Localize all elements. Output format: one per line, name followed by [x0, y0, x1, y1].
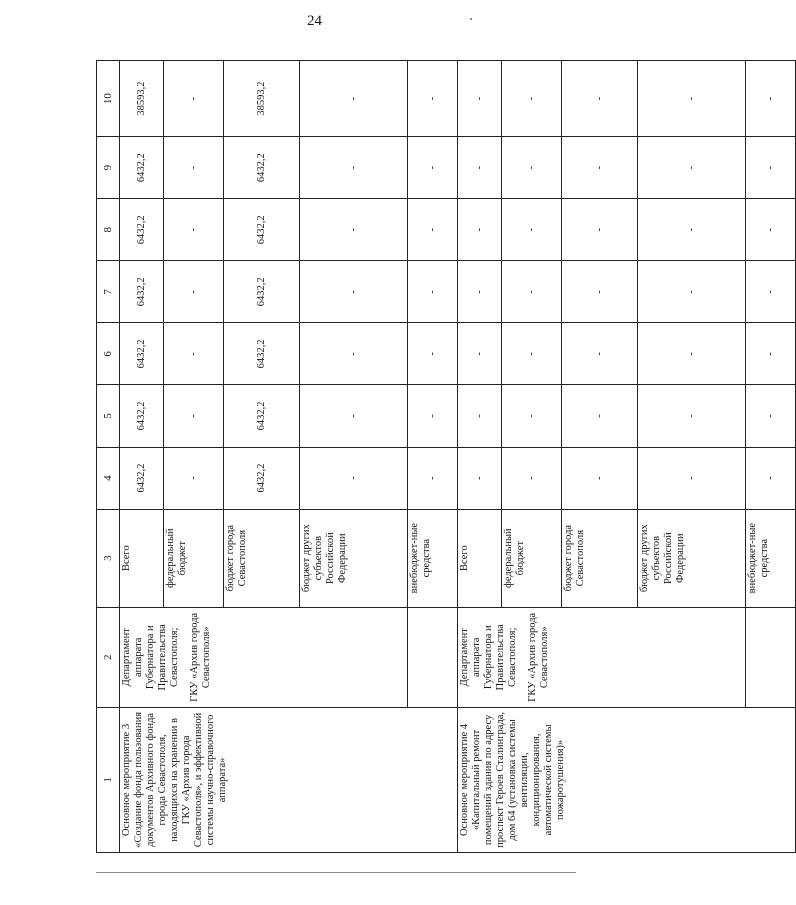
- value-cell: -: [746, 385, 796, 447]
- value-cell: 6432,2: [120, 447, 164, 509]
- header-cell: 3: [97, 509, 120, 607]
- funding-source-cell: федеральный бюджет: [502, 509, 562, 607]
- value-cell: -: [638, 261, 746, 323]
- funding-source-cell: внебюджет-ные средства: [746, 509, 796, 607]
- value-cell: 6432,2: [120, 137, 164, 199]
- budget-table: [96, 60, 796, 853]
- value-cell: -: [164, 447, 224, 509]
- funding-source-cell: Всего: [458, 509, 502, 607]
- header-cell: 10: [97, 61, 120, 137]
- value-cell: -: [300, 61, 408, 137]
- executor-cell: [458, 607, 746, 707]
- measure-name-cell: Основное мероприятие 4 «Капитальный ремонт помещений здания по адресу проспект Героев Сталинграда, дом 64 (установка системы вентиляции, кондиционирования, автоматической системы пожаротушения)»: [458, 707, 796, 852]
- value-cell: -: [746, 61, 796, 137]
- blank-cell: [408, 607, 458, 707]
- value-cell: 6432,2: [120, 323, 164, 385]
- value-cell: -: [164, 323, 224, 385]
- value-cell: -: [502, 261, 562, 323]
- value-cell: -: [638, 385, 746, 447]
- value-cell: -: [300, 137, 408, 199]
- value-cell: -: [408, 199, 458, 261]
- value-cell: -: [408, 261, 458, 323]
- value-cell: -: [502, 61, 562, 137]
- value-cell: -: [458, 199, 502, 261]
- value-cell: -: [458, 261, 502, 323]
- value-cell: -: [562, 261, 638, 323]
- executor-line-1: Департамент аппарата Губернатора и Правительства Севастополя;: [459, 624, 518, 691]
- value-cell: -: [300, 323, 408, 385]
- value-cell: -: [746, 261, 796, 323]
- table-row: [458, 61, 502, 853]
- value-cell: -: [164, 61, 224, 137]
- value-cell: -: [562, 385, 638, 447]
- rotated-table-wrapper: [96, 60, 776, 853]
- funding-source-cell: бюджет других субъектов Российской Федерации: [638, 509, 746, 607]
- executor-line-2: ГКУ «Архив города Севастополя»: [189, 612, 212, 702]
- value-cell: -: [562, 61, 638, 137]
- value-cell: -: [300, 261, 408, 323]
- value-cell: -: [638, 61, 746, 137]
- value-cell: -: [502, 199, 562, 261]
- bottom-rule: [96, 872, 576, 873]
- value-cell: -: [562, 447, 638, 509]
- value-cell: -: [502, 385, 562, 447]
- value-cell: -: [638, 137, 746, 199]
- value-cell: -: [562, 199, 638, 261]
- header-cell: 5: [97, 385, 120, 447]
- value-cell: -: [458, 447, 502, 509]
- value-cell: -: [408, 385, 458, 447]
- value-cell: 6432,2: [120, 261, 164, 323]
- value-cell: -: [458, 385, 502, 447]
- header-cell: 8: [97, 199, 120, 261]
- measure-name-cell: Основное мероприятие 3 «Создание фонда пользования документов Архивного фонда города Севастополя, находящихся на хранении в ГКУ «Архив города Севастополя», и эффективной системы научно-справочного аппарата»: [120, 707, 458, 852]
- value-cell: -: [502, 447, 562, 509]
- value-cell: -: [458, 137, 502, 199]
- value-cell: -: [300, 199, 408, 261]
- value-cell: -: [562, 137, 638, 199]
- value-cell: 6432,2: [120, 385, 164, 447]
- value-cell: -: [638, 199, 746, 261]
- funding-source-cell: внебюджет-ные средства: [408, 509, 458, 607]
- value-cell: -: [300, 447, 408, 509]
- funding-source-cell: бюджет города Севастополя: [224, 509, 300, 607]
- value-cell: -: [638, 323, 746, 385]
- value-cell: -: [458, 323, 502, 385]
- value-cell: -: [746, 137, 796, 199]
- value-cell: -: [164, 137, 224, 199]
- value-cell: -: [300, 385, 408, 447]
- table-row: [120, 61, 164, 853]
- page-number: 24: [307, 13, 322, 29]
- value-cell: 6432,2: [224, 385, 300, 447]
- blank-cell: [746, 607, 796, 707]
- value-cell: -: [164, 199, 224, 261]
- value-cell: -: [502, 137, 562, 199]
- value-cell: -: [746, 199, 796, 261]
- value-cell: 6432,2: [224, 137, 300, 199]
- value-cell: 6432,2: [224, 199, 300, 261]
- header-cell: 9: [97, 137, 120, 199]
- executor-cell: [120, 607, 408, 707]
- value-cell: -: [408, 323, 458, 385]
- executor-line-1: Департамент аппарата Губернатора и Правительства Севастополя;: [121, 624, 180, 691]
- value-cell: -: [408, 137, 458, 199]
- header-cell: 7: [97, 261, 120, 323]
- value-cell: -: [458, 61, 502, 137]
- value-cell: 6432,2: [224, 323, 300, 385]
- funding-source-cell: федеральный бюджет: [164, 509, 224, 607]
- header-cell: 2: [97, 607, 120, 707]
- value-cell: -: [164, 385, 224, 447]
- value-cell: -: [562, 323, 638, 385]
- funding-source-cell: бюджет города Севастополя: [562, 509, 638, 607]
- value-cell: 6432,2: [224, 261, 300, 323]
- value-cell: 6432,2: [120, 199, 164, 261]
- value-cell: -: [408, 61, 458, 137]
- value-cell: 38593,2: [120, 61, 164, 137]
- funding-source-cell: Всего: [120, 509, 164, 607]
- value-cell: -: [408, 447, 458, 509]
- value-cell: -: [164, 261, 224, 323]
- executor-line-2: ГКУ «Архив города Севастополя»: [527, 612, 550, 702]
- value-cell: -: [638, 447, 746, 509]
- value-cell: -: [746, 323, 796, 385]
- header-cell: 1: [97, 707, 120, 852]
- scan-speck: [470, 18, 472, 20]
- value-cell: 38593,2: [224, 61, 300, 137]
- value-cell: -: [746, 447, 796, 509]
- header-cell: 6: [97, 323, 120, 385]
- funding-source-cell: бюджет других субъектов Российской Федерации: [300, 509, 408, 607]
- value-cell: -: [502, 323, 562, 385]
- table-header-row: [97, 61, 120, 853]
- header-cell: 4: [97, 447, 120, 509]
- value-cell: 6432,2: [224, 447, 300, 509]
